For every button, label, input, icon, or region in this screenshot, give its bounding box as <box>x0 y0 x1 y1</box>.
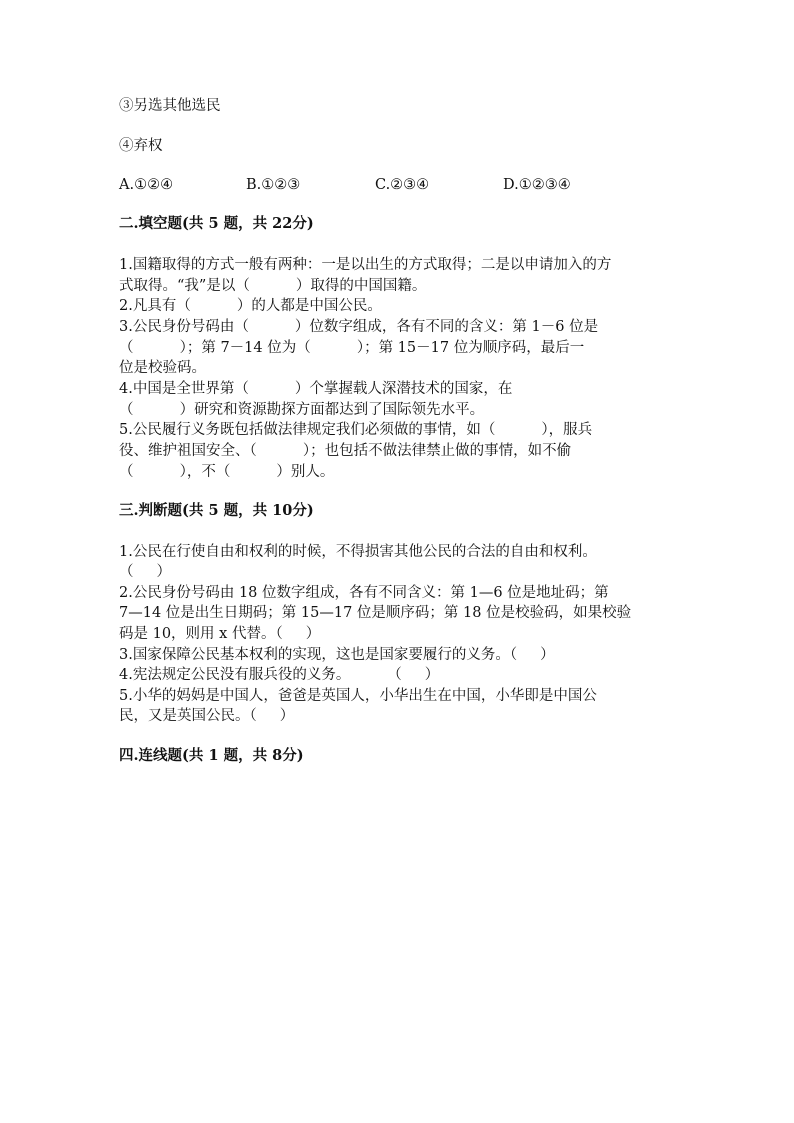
text-line: 1.公民在行使自由和权利的时候，不得损害其他公民的合法的自由和权利。 <box>119 544 597 560</box>
text-line: 4.宪法规定公民没有服兵役的义务。 （ ） <box>119 667 440 683</box>
text-line: 码是 10，则用 x 代替。（ ） <box>119 626 321 642</box>
text-line: 位是校验码。 <box>119 360 206 376</box>
choice-item-4: ④弃权 <box>119 138 163 154</box>
option-b: B.①②③ <box>246 177 301 193</box>
text-line: 2.公民身份号码由 18 位数字组成，各有不同含义：第 1—6 位是地址码；第 <box>119 585 609 601</box>
text-line: 2.凡具有（ ）的人都是中国公民。 <box>119 298 382 314</box>
text-line: （ ） <box>119 564 172 580</box>
text-line: （ ）；第 7－14 位为（ ）；第 15－17 位为顺序码，最后一 <box>119 340 585 356</box>
section-4-heading: 四.连线题(共 1 题，共 8分) <box>119 747 304 764</box>
text-line: 5.小华的妈妈是中国人，爸爸是英国人，小华出生在中国，小华即是中国公 <box>119 688 597 704</box>
option-c: C.②③④ <box>375 177 430 193</box>
choice-item-3: ③另选其他选民 <box>119 98 221 114</box>
option-d: D.①②③④ <box>503 177 571 193</box>
section-2-heading: 二.填空题(共 5 题，共 22分) <box>119 215 314 232</box>
text-line: 役、维护祖国安全、（ ）；也包括不做法律禁止做的事情，如不偷 <box>119 443 572 459</box>
text-line: 式取得。“我”是以（ ）取得的中国国籍。 <box>119 278 427 294</box>
text-line: 1.国籍取得的方式一般有两种：一是以出生的方式取得；二是以申请加入的方 <box>119 257 612 273</box>
text-line: 7—14 位是出生日期码；第 15—17 位是顺序码；第 18 位是校验码，如果校验 <box>119 605 632 621</box>
text-line: 民，又是英国公民。（ ） <box>119 708 295 724</box>
text-line: 5.公民履行义务既包括做法律规定我们必须做的事情，如（ ），服兵 <box>119 422 593 438</box>
text-line: （ ），不（ ）别人。 <box>119 464 335 480</box>
section-3-heading: 三.判断题(共 5 题，共 10分) <box>119 502 314 519</box>
text-line: 4.中国是全世界第（ ）个掌握载人深潜技术的国家，在 <box>119 381 513 397</box>
text-line: （ ）研究和资源勘探方面都达到了国际领先水平。 <box>119 402 485 418</box>
text-line: 3.公民身份号码由（ ）位数字组成，各有不同的含义：第 1－6 位是 <box>119 319 599 335</box>
text-line: 3.国家保障公民基本权利的实现，这也是国家要履行的义务。（ ） <box>119 647 555 663</box>
option-a: A.①②④ <box>119 177 174 193</box>
